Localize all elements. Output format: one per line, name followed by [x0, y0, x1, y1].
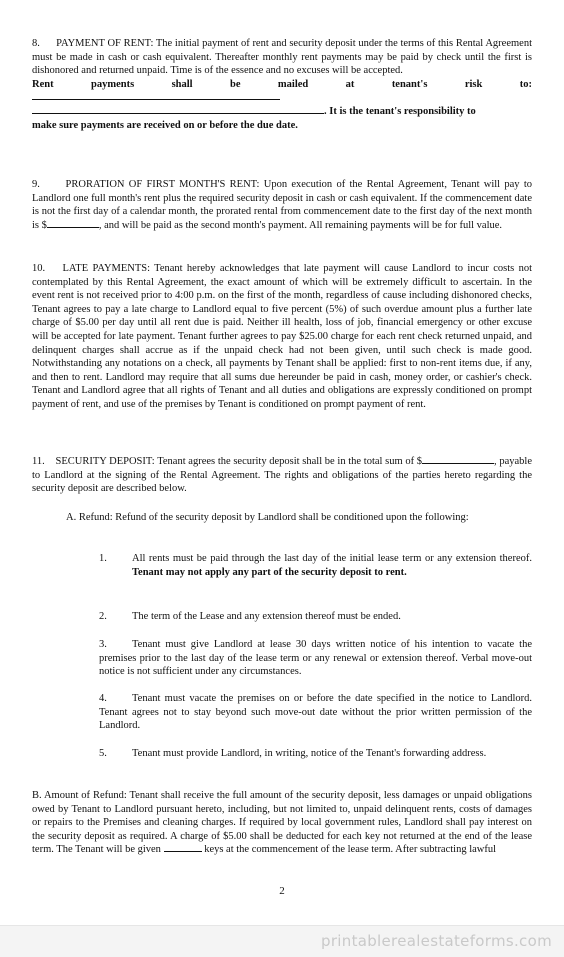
amount-of-refund-text-b: keys at the commencement of the lease term. After subtracting lawful [201, 844, 497, 856]
mailing-address-blank-1[interactable] [32, 91, 280, 100]
amount-of-refund [32, 789, 532, 857]
footer-bar [0, 925, 564, 957]
section-11-text-b: , payable to Landlord at the signing of the Rental Agreement. The rights and obligations of the parties hereto regarding the security deposit are described below. [32, 456, 532, 495]
rent-word: be [230, 78, 241, 90]
page-number: 2 [279, 885, 285, 897]
tenant-responsibility-text: . It is the tenant's responsibility to [324, 105, 476, 117]
rent-word: shall [171, 78, 193, 90]
rent-word: risk [464, 78, 483, 90]
rent-word: at [345, 78, 355, 90]
keys-count-blank[interactable] [164, 843, 202, 852]
refund-item-number: 2. [99, 611, 107, 622]
refund-item-number: 4. [99, 693, 107, 704]
rent-mailing-line [32, 78, 532, 92]
section-9-text-b: , and will be paid as the second month's payment. All remaining payments will be for full value. [98, 219, 503, 231]
section-10-late-payments [32, 262, 532, 412]
site-watermark: printablerealestateforms.com [321, 932, 552, 950]
section-10-text: 10. LATE PAYMENTS: Tenant hereby acknowledges that late payment will cause Landlord to incur costs not contemplated by this Rental Agreement, the exact amount of which will be extremely difficult to ascertain. In the event rent is not received prior to 4:00 p.m. on the first of the month, regardless of cause including dishonored checks, Tenant agrees to pay a late charge to Landlord equal to five percent (5%) of such overdue amount plus a further late charge of $5.00 per day until all rent due is paid. Neither ill health, loss of job, financial emergency or other excuse will be accepted for late payment. Tenant further agrees to pay $25.00 charge for each rent check returned unpaid, and delinquent charges shall accrue as if the unpaid check had not been given, until such check is made good. Notwithstanding any notations on a check, all payments by Tenant shall be applied: first to non-rent items due, if any, and then to rent. Landlord may require that all sums due hereunder be paid in cash, money order, or cashier's check. Tenant and Landlord agree that all rights of Tenant and all duties and obligations are expressly conditioned on prompt payment of rent, and use of the premises by Tenant is conditioned on prompt payment of rent. [32, 263, 532, 410]
refund-item-2: The term of the Lease and any extension thereof must be ended. [132, 611, 401, 622]
rent-word: tenant's [391, 78, 428, 90]
section-9-proration [32, 178, 532, 232]
security-deposit-amount-blank[interactable] [422, 455, 494, 464]
refund-heading: A. Refund: Refund of the security deposit by Landlord shall be conditioned upon the following: [66, 512, 469, 523]
section-11-text-a: 11. SECURITY DEPOSIT: Tenant agrees the security deposit shall be in the total sum of $ [32, 456, 423, 467]
refund-item-1: All rents must be paid through the last day of the initial lease term or any extension thereof. Tenant may not apply any part of the security deposit to rent. [132, 553, 532, 578]
mailing-address-blank-2[interactable] [32, 105, 324, 114]
due-date-text: make sure payments are received on or before the due date. [32, 119, 298, 131]
refund-item-number: 1. [99, 553, 107, 564]
section-8-payment-of-rent [32, 37, 532, 132]
section-11-security-deposit [32, 455, 532, 496]
refund-item-number: 5. [99, 748, 107, 759]
refund-item-3: Tenant must give Landlord at lease 30 days written notice of his intention to vacate the premises prior to the last day of the lease term or any renewal or extension thereof. Verbal move-out notice is not sufficient under any circumstances. [99, 639, 532, 678]
refund-item-number: 3. [99, 639, 107, 650]
rent-word: to: [519, 78, 532, 90]
rent-word: mailed [277, 78, 309, 90]
section-8-text: 8. PAYMENT OF RENT: The initial payment of rent and security deposit under the terms of this Rental Agreement must be made in cash or cash equivalent. Thereafter monthly rent payments may be paid by check until the first is dishonored and returned unpaid. Time is of the essence and no excuses will be accepted. [32, 38, 532, 77]
refund-item-4: Tenant must vacate the premises on or before the date specified in the notice to Landlord. Tenant agrees not to stay beyond such move-out date without the prior written permission of the Landlord. [99, 693, 532, 732]
section-9-text-a: 9. PRORATION OF FIRST MONTH'S RENT: Upon execution of the Rental Agreement, Tenant will pay to Landlord one full month's rent plus the required security deposit in cash or cash equivalent. If the commencement date is not the first day of a calendar month, the prorated rental from commencement date to the first day of the next month is $ [32, 179, 532, 231]
rent-word: payments [91, 78, 135, 90]
refund-item-5: Tenant must provide Landlord, in writing, notice of the Tenant's forwarding address. [132, 748, 487, 759]
rent-word: Rent [32, 78, 54, 90]
prorated-rent-blank[interactable] [47, 219, 99, 228]
amount-of-refund-text-a: B. Amount of Refund: Tenant shall receive the full amount of the security deposit, less damages or unpaid obligations owed by Tenant to Landlord pursuant hereto, including, but not limited to, unpaid delinquent rents, costs of damages or repairs to the Premises and cleaning charges. If required by local government rules, Landlord shall pay interest on the security deposit as required. A charge of $5.00 shall be deducted for each key not returned at the end of the lease term. The Tenant will be given [32, 790, 532, 856]
